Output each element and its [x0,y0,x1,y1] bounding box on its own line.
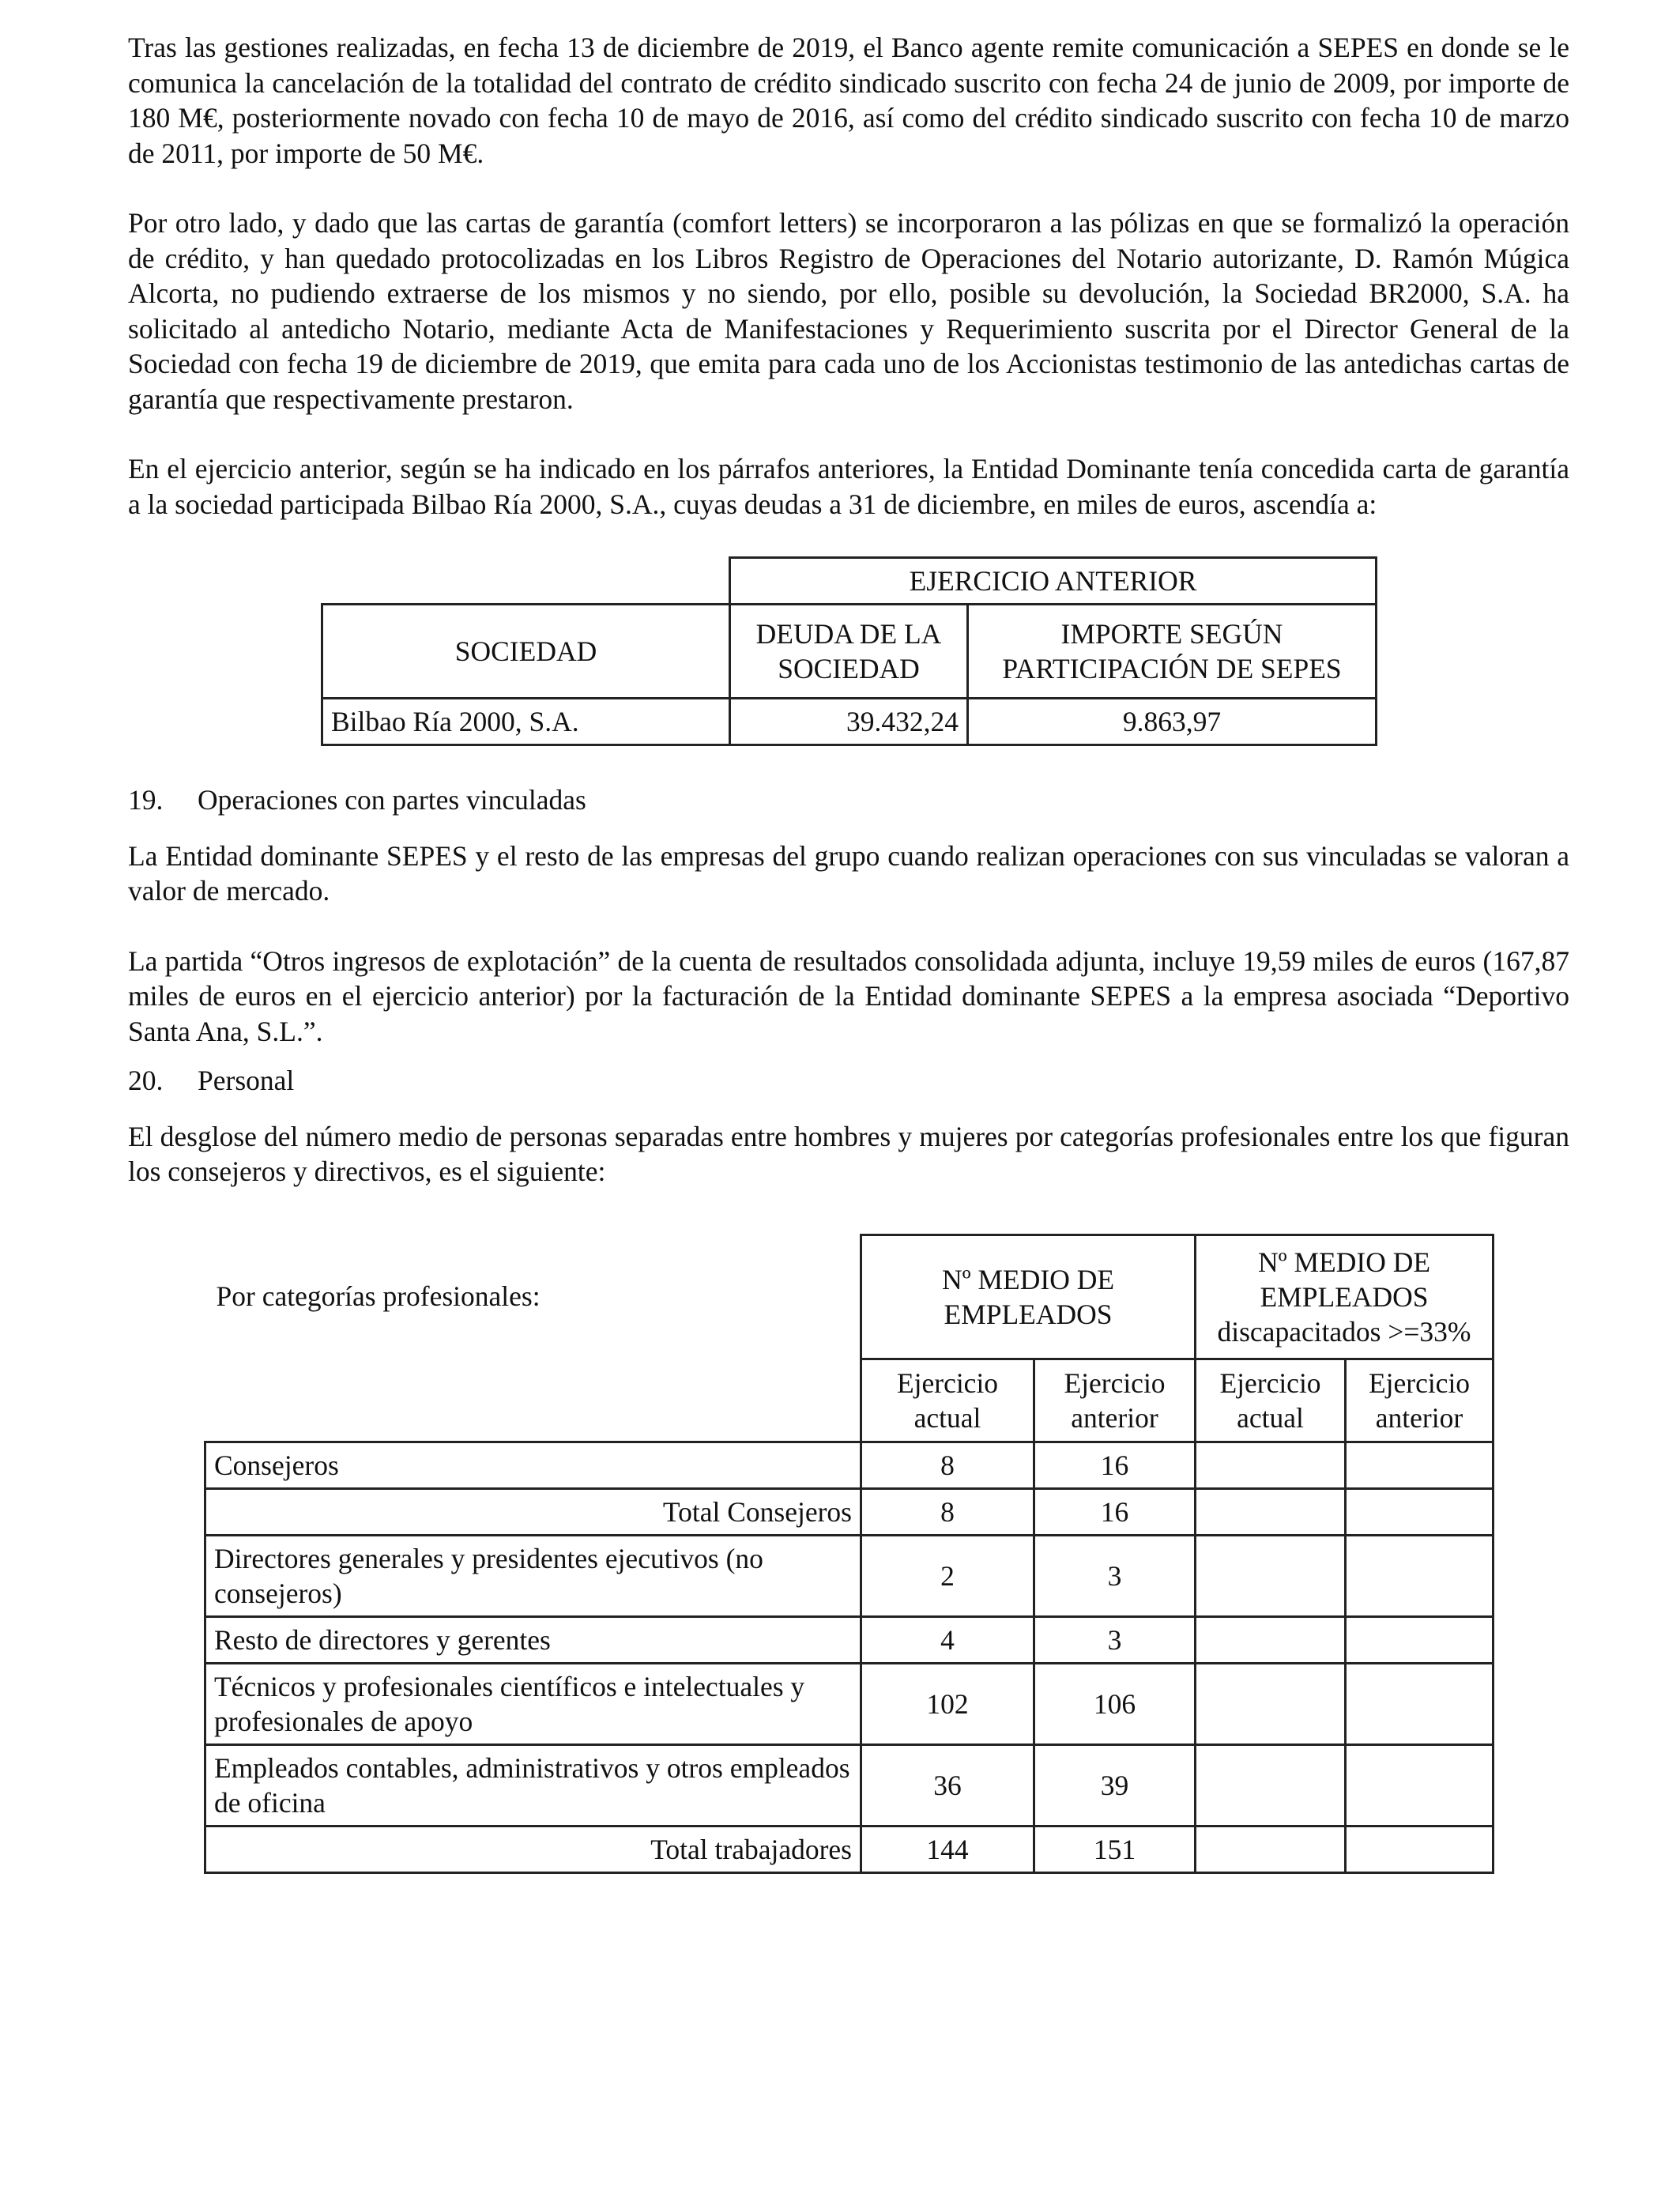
paragraph-previous-year-guarantee: En el ejercicio anterior, según se ha indicado en los párrafos anteriores, la Entidad Dominante tenía concedida carta de garantía a la sociedad participada Bilbao Ría 2000, S.A., cuyas deudas a 31 de diciembre, en miles de euros, ascendía a: [128,453,1569,520]
cell-empty [1196,1744,1346,1826]
guarantee-table-header-row [322,605,1377,699]
cell-empty [1346,1826,1494,1872]
header-ejercicio-anterior: EJERCICIO ANTERIOR [730,558,1377,605]
cell-empty [1196,1488,1346,1535]
cell-anterior: 3 [1034,1535,1196,1616]
cell-actual: 102 [861,1663,1034,1744]
cell-empty [1346,1744,1494,1826]
section-heading-19 [128,782,1569,818]
cell-anterior: 39 [1034,1744,1196,1826]
table-row [205,1442,1494,1488]
cell-anterior: 3 [1034,1616,1196,1663]
table-row [205,1826,1494,1872]
cell-empty [1196,1442,1346,1488]
row-label-total: Total Consejeros [205,1488,861,1535]
header-importe: IMPORTE SEGÚN PARTICIPACIÓN DE SEPES [968,605,1377,699]
cell-empty [1346,1442,1494,1488]
header-medio-discapacitados: Nº MEDIO DE EMPLEADOS discapacitados >=33% [1196,1235,1494,1359]
cell-empty [1346,1663,1494,1744]
cell-empty [1196,1616,1346,1663]
cell-empty [1346,1616,1494,1663]
cell-sociedad: Bilbao Ría 2000, S.A. [322,699,730,745]
cell-actual: 8 [861,1488,1034,1535]
guarantee-table-group-row [322,558,1377,605]
document-page [128,30,1569,1874]
cell-anterior: 106 [1034,1663,1196,1744]
section-number: 20. [128,1065,164,1096]
cell-empty [1196,1663,1346,1744]
cell-actual: 2 [861,1535,1034,1616]
table-row [322,699,1377,745]
row-label: Empleados contables, administrativos y otros empleados de oficina [205,1744,861,1826]
corner-label: Por categorías profesionales: [216,1280,541,1312]
section-title: Operaciones con partes vinculadas [198,784,586,816]
cell-actual: 36 [861,1744,1034,1826]
subheader-actual: Ejercicio actual [861,1359,1034,1442]
table-row [205,1663,1494,1744]
guarantee-table [321,556,1377,746]
table-row [205,1616,1494,1663]
cell-actual: 4 [861,1616,1034,1663]
cell-deuda: 39.432,24 [730,699,968,745]
table-row [205,1744,1494,1826]
header-medio-empleados: Nº MEDIO DE EMPLEADOS [861,1235,1196,1359]
paragraph-credit-cancellation: Tras las gestiones realizadas, en fecha 13 de diciembre de 2019, el Banco agente remite comunicación a SEPES en donde se le comunica la cancelación de la totalidad del contrato de crédito sindicado suscrito con fecha 24 de junio de 2009, por importe de 180 M€, posteriormente novado con fecha 10 de mayo de 2016, así como del crédito sindicado suscrito con fecha 10 de marzo de 2011, por importe de 50 M€. [128,32,1569,169]
cell-actual: 8 [861,1442,1034,1488]
subheader-actual-disc: Ejercicio actual [1196,1359,1346,1442]
header-sociedad: SOCIEDAD [322,605,730,699]
cell-anterior: 16 [1034,1488,1196,1535]
subheader-anterior-disc: Ejercicio anterior [1346,1359,1494,1442]
section-title: Personal [198,1065,295,1096]
cell-empty [1346,1488,1494,1535]
cell-empty [1196,1535,1346,1616]
paragraph-related-parties: La Entidad dominante SEPES y el resto de las empresas del grupo cuando realizan operaciones con sus vinculadas se valoran a valor de mercado. [128,839,1569,907]
row-label: Resto de directores y gerentes [205,1616,861,1663]
table-row [205,1535,1494,1616]
cell-empty [1196,1826,1346,1872]
table-row [205,1488,1494,1535]
staff-table-group-row [205,1235,1494,1359]
cell-actual: 144 [861,1826,1034,1872]
row-label: Técnicos y profesionales científicos e intelectuales y profesionales de apoyo [205,1663,861,1744]
row-label: Consejeros [205,1442,861,1488]
cell-anterior: 151 [1034,1826,1196,1872]
cell-importe: 9.863,97 [968,699,1377,745]
paragraph-comfort-letters: Por otro lado, y dado que las cartas de garantía (comfort letters) se incorporaron a las pólizas en que se formalizó la operación de crédito, y han quedado protocolizadas en los Libros Registro de Operaciones del Notario autorizante, D. Ramón Múgica Alcorta, no pudiendo extraerse de los mismos y no siendo, por ello, posible su devolución, la Sociedad BR2000, S.A. ha solicitado al antedicho Notario, mediante Acta de Manifestaciones y Requerimiento suscrita por el Director General de la Sociedad con fecha 19 de diciembre de 2019, que emita para cada uno de los Accionistas testimonio de las antedichas cartas de garantía que respectivamente prestaron. [128,207,1569,415]
subheader-anterior: Ejercicio anterior [1034,1359,1196,1442]
staff-table [204,1234,1494,1874]
paragraph-staff-breakdown: El desglose del número medio de personas separadas entre hombres y mujeres por categorías profesionales entre los que figuran los consejeros y directivos, es el siguiente: [128,1120,1569,1187]
section-heading-20 [128,1063,1569,1099]
cell-empty [1346,1535,1494,1616]
paragraph-other-income: La partida “Otros ingresos de explotación” de la cuenta de resultados consolidada adjunta, incluye 19,59 miles de euros (167,87 miles de euros en el ejercicio anterior) por la facturación de la Entidad dominante SEPES a la empresa asociada “Deportivo Santa Ana, S.L.”. [128,944,1569,1047]
cell-anterior: 16 [1034,1442,1196,1488]
section-number: 19. [128,784,164,816]
row-label: Directores generales y presidentes ejecutivos (no consejeros) [205,1535,861,1616]
header-deuda: DEUDA DE LA SOCIEDAD [730,605,968,699]
row-label-total: Total trabajadores [205,1826,861,1872]
